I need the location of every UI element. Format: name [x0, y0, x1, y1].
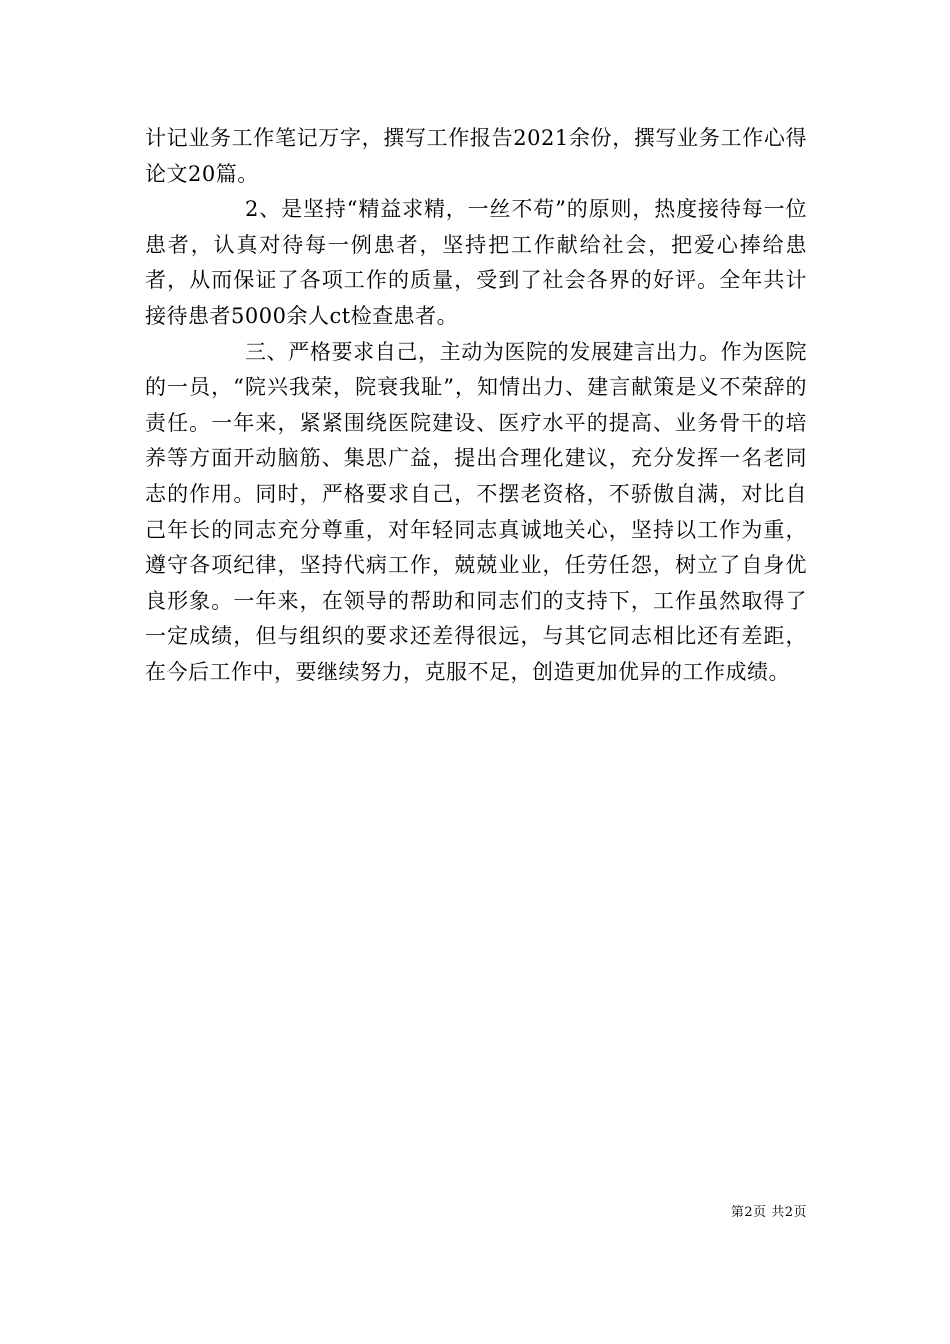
document-body	[145, 121, 807, 691]
paragraph-item-2: 2、是坚持“精益求精，一丝不苟”的原则，热度接待每一位患者，认真对待每一例患者，坚持把工作献给社会，把爱心捧给患者，从而保证了各项工作的质量，受到了社会各界的好评。全年共计接待患者5000余人ct检查患者。	[145, 197, 807, 328]
page-number-footer: 第2页 共2页	[730, 1205, 807, 1220]
paragraph-section-3: 三、严格要求自己，主动为医院的发展建言出力。作为医院的一员，“院兴我荣，院衰我耻”，知情出力、建言献策是义不荣辞的责任。一年来，紧紧围绕医院建设、医疗水平的提高、业务骨干的培养等方面开动脑筋、集思广益，提出合理化建议，充分发挥一名老同志的作用。同时，严格要求自己，不摆老资格，不骄傲自满，对比自己年长的同志充分尊重，对年轻同志真诚地关心，坚持以工作为重，遵守各项纪律，坚持代病工作，兢兢业业，任劳任怨，树立了自身优良形象。一年来，在领导的帮助和同志们的支持下，工作虽然取得了一定成绩，但与组织的要求还差得很远，与其它同志相比还有差距，在今后工作中，要继续努力，克服不足，创造更加优异的工作成绩。	[145, 339, 807, 684]
paragraph-continuation: 计记业务工作笔记万字，撰写工作报告2021余份，撰写业务工作心得论文20篇。	[145, 126, 807, 186]
